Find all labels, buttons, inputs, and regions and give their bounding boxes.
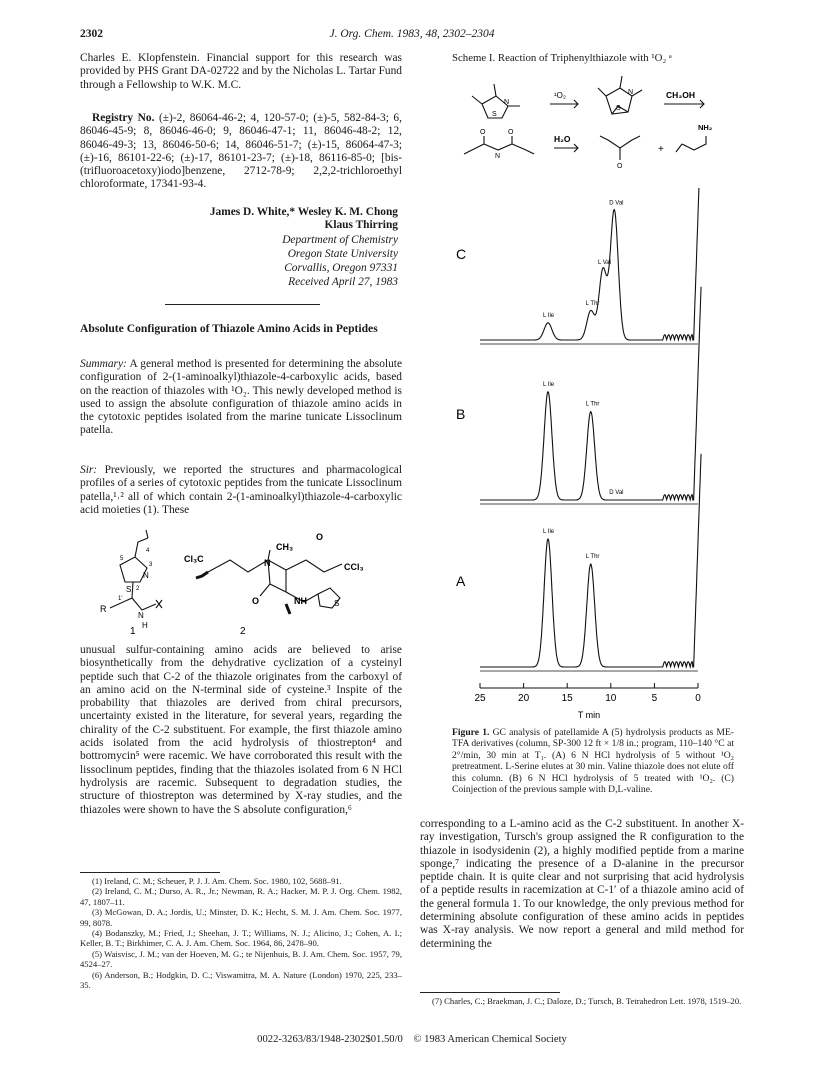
compound-number-2: 2 [240, 626, 246, 637]
struct-label-O2: O [316, 532, 324, 542]
x-tick-label-15: 15 [561, 693, 573, 704]
struct-label-3: 3 [149, 562, 153, 568]
panel-label-C: C [456, 246, 467, 262]
struct-label-S2: S [334, 599, 340, 608]
footnote-3: (3) McGowan, D. A.; Jordis, U.; Minster, D. K.; Hecht, S. M. J. Am. Chem. Soc. 1977, 99, 8078. [80, 907, 402, 928]
struct-label-CCl3: CCl₃ [344, 562, 364, 572]
divider [165, 304, 320, 305]
peak-label-C-0: L Ile [543, 312, 555, 319]
struct-label-O: O [252, 596, 260, 606]
authors-line-2: Klaus Thirring [324, 219, 398, 231]
peak-label-A-0: L Ile [543, 528, 555, 535]
panel-label-B: B [456, 406, 466, 422]
affiliation-dept: Department of Chemistry [282, 234, 398, 246]
summary [80, 358, 402, 438]
registry-label: Registry No. [92, 112, 155, 124]
figure-caption [452, 727, 734, 795]
registry-numbers [80, 112, 402, 192]
scheme-plus: + [658, 144, 664, 155]
x-tick-label-10: 10 [605, 693, 617, 704]
bottom-line [0, 1034, 824, 1045]
summary-label: Summary: [80, 358, 127, 370]
struct-label-CH3: CH₃ [276, 542, 294, 552]
footnote-1: (1) Ireland, C. M.; Scheuer, P. J. J. Am. Chem. Soc. 1980, 102, 5688–91. [92, 876, 342, 886]
peak-label-C-2: L Val [597, 260, 611, 267]
struct-label-R: R [100, 604, 107, 614]
received-date: Received April 27, 1983 [288, 276, 398, 288]
struct-label-N2: N [264, 558, 271, 568]
struct-label-Cl3C: Cl₃C [184, 554, 204, 564]
scheme-label-S2: S [616, 105, 621, 112]
scheme-label-O4: O [508, 129, 514, 136]
struct-label-N: N [143, 571, 149, 580]
structures-figure [80, 520, 402, 640]
scheme-reagent-h2o: H₂O [554, 134, 571, 144]
sir-paragraph [80, 464, 402, 517]
footnote-5: (5) Waisvisc, J. M.; van der Hoeven, M. G.; te Nijenhuis, B. J. Am. Chem. Soc. 1957, 79, 4524–27. [80, 948, 402, 970]
panel-label-A: A [456, 573, 466, 589]
sir-text: Previously, we reported the structures and pharmacological profiles of a series of cytotoxic peptides from the tunicate Lissoclinum patella,¹˒² all of which contain 2-(1-aminoalkyl)thiazole-4-carboxylic acid moieties (1). These [80, 464, 403, 516]
struct-label-5: 5 [120, 556, 124, 562]
struct-label-NH-N: N [138, 611, 144, 620]
affiliation-univ: Oregon State University [287, 248, 398, 260]
authors-line-1: James D. White,* Wesley K. M. Chong [209, 206, 398, 218]
footnote-2: (2) Ireland, C. M.; Durso, A. R., Jr.; Newman, R. A.; Hacker, M. P. J. Org. Chem. 1982, 47, 1807–11. [80, 886, 402, 907]
peak-label-B-2: D Val [609, 490, 624, 496]
x-axis-label: T min [577, 710, 601, 720]
peak-label-B-1: L Thr [585, 401, 600, 408]
peak-label-A-1: L Thr [585, 554, 600, 561]
sir-label: Sir: [80, 464, 98, 476]
x-tick-label-5: 5 [651, 693, 658, 704]
chromatogram-trace-A [480, 454, 701, 667]
scheme-title: Scheme I. Reaction of Triphenylthiazole with ¹O₂ ᵃ [452, 52, 672, 64]
figure-caption-text: GC analysis of patellamide A (5) hydrolysis products as ME-TFA derivatives (column, SP-300 12 ft × 1/8 in.; program, 110–140 °C at 2°/min, 30 min at T₁. (A) 6 N HCl hydrolysis of 5 without ¹O₂ pretreatment. L-Serine elutes at 30 min. Valine thiazole does not elute off this column. (B) 6 N HCl hydrolysis of 5 treated with ¹O₂. (C) Coinjection of the previous sample with D,L-valine. [452, 727, 734, 796]
body-paragraph-2: unusual sulfur-containing amino acids are believed to arise biosynthetically from the dehydrative cyclization of a cysteinyl peptide such that C-2 of the thiazole originates from the carboxyl of an amino acid on the N-terminal side of cysteine.³ Inspite of the probability that thiazoles are derived from chiral precursors, uncertainty existed in the literature, for several years, regarding the chirality of the C-2 substituent. For example, the first thiazole amino acids isolated from the acid hydrolysis of thiostrepton⁴ and bottromycin⁵ were racemic. We have corroborated this result with the lissoclinum peptides, finding that the thiazoles isolated from 6 N HCl hydrolysis are racemic. Subsequent to degradation studies, the structure of thiostrepton was determined by X-ray studies, and the thiazoles were shown to have the S absolute configuration,⁶ [80, 644, 402, 816]
summary-text: A general method is presented for determining the absolute configuration of 2-(1-aminoalkyl)thiazole-4-carboxylic acids, based on the reaction of thiazoles with ¹O₂. This newly developed method is used to assign the absolute configuration of thiazole amino acids in the cytotoxic peptides isolated from the marine tunicate Lissoclinum patella. [80, 358, 403, 437]
x-tick-label-0: 0 [695, 693, 701, 704]
scheme-label-O3: O [480, 129, 486, 136]
scheme-label-O5: O [617, 163, 623, 170]
page-number: 2302 [80, 28, 103, 40]
struct-label-2: 2 [136, 586, 140, 592]
chromatogram-trace-C [480, 188, 701, 340]
article-title: Absolute Configuration of Thiazole Amino Acids in Peptides [80, 322, 378, 335]
x-tick-label-25: 25 [474, 693, 486, 704]
body-paragraph-right: corresponding to a L-amino acid as the C-2 substituent. In another X-ray investigation, Tursch's group assigned the R configuration to the thiazole in isodysidenin (2), a highly modified peptide from a marine sponge,⁷ indicating the presence of a D-alanine in the precursor peptide chain. It is quite clear and not surprising that acid hydrolysis of a peptide results in racemization at C-1′ of a thiazole amino acid of the general formula 1. To our knowledge, the only previous method for determining absolute configuration of these amino acids in peptides was X-ray analysis. We now report a general and mild method for determining the [420, 818, 744, 950]
acknowledgment: Charles E. Klopfenstein. Financial support for this research was provided by PHS Grant DA-02722 and by the Nicholas L. Tartar Fund through a Fellowship to W.K. M.C. [80, 52, 402, 91]
footnotes-left [80, 876, 402, 990]
footnote-4: (4) Bodanszky, M.; Fried, J.; Sheehan, J. T.; Williams, N. J.; Alicino, J.; Cohen, A. I.; Keller, B. T.; Birkhimer, C. A. J. Am. Chem. Soc. 1964, 86, 2478–90. [80, 928, 402, 949]
struct-label-NH-H: H [142, 621, 148, 630]
running-header: J. Org. Chem. 1983, 48, 2302–2304 [329, 28, 495, 40]
chromatogram-trace-B [480, 287, 701, 500]
scheme-reagent-ch3oh: CH₃OH [666, 90, 695, 100]
scheme-label-N1: N [504, 99, 510, 106]
x-tick-label-20: 20 [518, 693, 530, 704]
gc-chromatogram-chart [452, 188, 732, 728]
affiliation-city: Corvallis, Oregon 97331 [284, 262, 398, 274]
struct-label-NH: NH [294, 596, 307, 606]
struct-label-S: S [126, 585, 132, 594]
scheme-label-nh2: NH₂ [698, 123, 713, 132]
peak-label-C-3: D Val [609, 200, 624, 207]
footnote-7: (7) Charles, C.; Braekman, J. C.; Daloze, D.; Tursch, B. Tetrahedron Lett. 1978, 1519–20. [432, 996, 742, 1006]
struct-label-1prime: 1' [118, 596, 123, 602]
copyright: © 1983 American Chemical Society [413, 1034, 567, 1045]
scheme-reagent-1O2: ¹O₂ [554, 91, 566, 100]
scheme-label-N3: N [495, 153, 501, 160]
compound-number-1: 1 [130, 626, 136, 637]
footnote-divider-right [420, 992, 560, 993]
issn: 0022-3263/83/1948-2302$01.50/0 [257, 1034, 403, 1045]
footnote-divider [80, 872, 220, 873]
struct-label-4: 4 [146, 548, 150, 554]
peak-label-B-0: L Ile [543, 381, 555, 388]
peak-label-C-1: L Thr [585, 300, 600, 307]
scheme-figure [452, 66, 742, 176]
scheme-label-N2: N [628, 89, 634, 96]
scheme-label-S1: S [492, 111, 497, 118]
figure-caption-label: Figure 1. [452, 727, 490, 738]
registry-text: (±)-2, 86064-46-2; 4, 120-57-0; (±)-5, 582-84-3; 6, 86046-45-9; 8, 86046-46-0; 9, 86046-47-1; 11, 86046-48-2; 12, 86046-49-3; 13, 86046-50-6; 14, 86046-51-7; (±)-15, 86064-47-3; (±)-16, 86101-22-6; (±)-17, 86101-23-7; (±)-18, 86116-85-0; [bis-(trifluoroacetoxy)iodo]benzene, 2712-78-9; 2,2,2-trichloroethyl chloroformate, 17341-93-4. [80, 112, 402, 191]
footnote-6: (6) Anderson, B.; Hodgkin, D. C.; Viswamitra, M. A. Nature (London) 1970, 225, 233–35. [80, 969, 402, 991]
